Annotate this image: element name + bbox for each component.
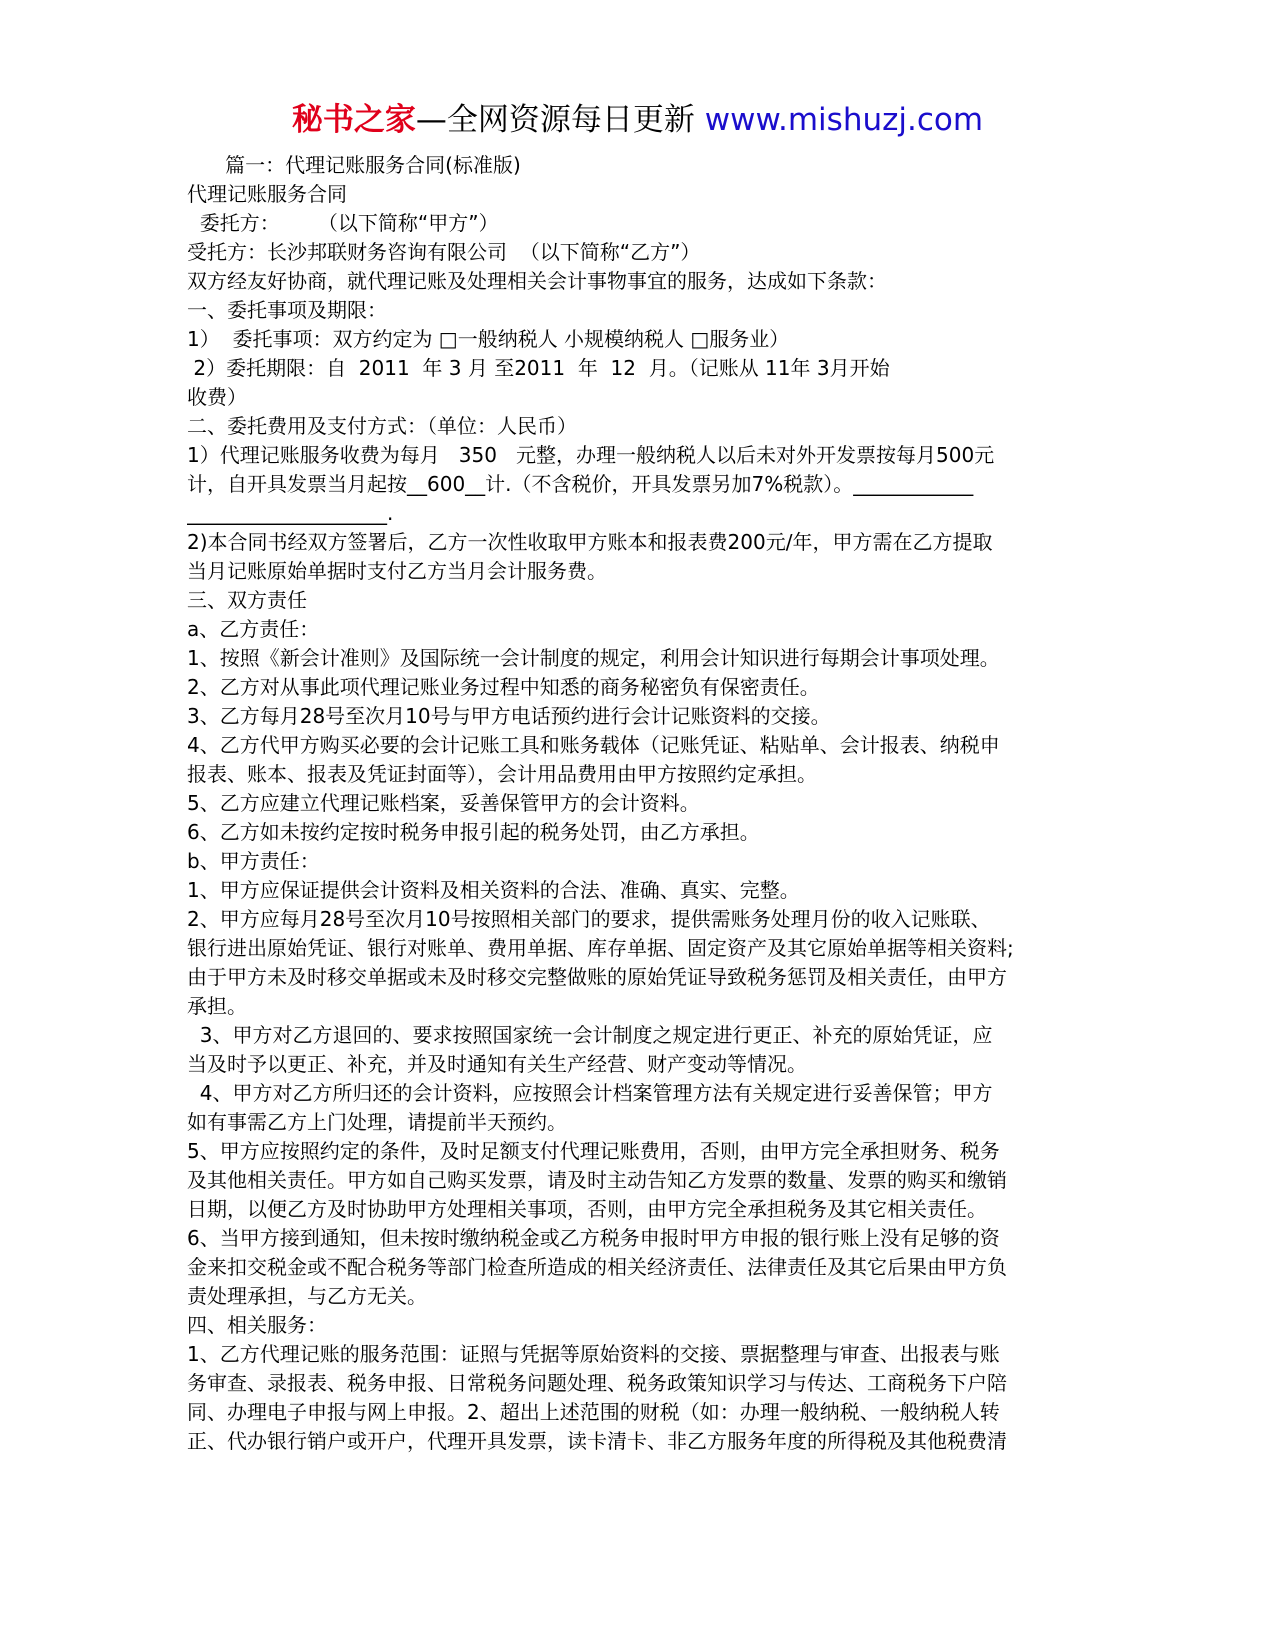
text-line: 3、乙方每月28号至次月10号与甲方电话预约进行会计记账资料的交接。 bbox=[187, 704, 831, 728]
text-line: 责处理承担，与乙方无关。 bbox=[187, 1284, 427, 1308]
text-line: 二、委托费用及支付方式：（单位：人民币） bbox=[187, 414, 577, 438]
text-line: 6、当甲方接到通知，但未按时缴纳税金或乙方税务申报时甲方申报的银行账上没有足够的资 bbox=[187, 1226, 1000, 1250]
text-line: 受托方：长沙邦联财务咨询有限公司 （以下简称“乙方”） bbox=[187, 240, 701, 264]
text-line: 一、委托事项及期限： bbox=[187, 298, 387, 322]
text-line: 四、相关服务： bbox=[187, 1313, 327, 1337]
text-line: 三、双方责任 bbox=[187, 588, 307, 612]
text-line: 2)本合同书经双方签署后，乙方一次性收取甲方账本和报表费200元/年，甲方需在乙方提取 bbox=[187, 530, 993, 554]
text-line: 1） 委托事项：双方约定为 □一般纳税人 小规模纳税人 □服务业） bbox=[187, 327, 790, 351]
text-line: 3、甲方对乙方退回的、要求按照国家统一会计制度之规定进行更正、补充的原始凭证，应 bbox=[187, 1023, 993, 1047]
text-line: 2、甲方应每月28号至次月10号按照相关部门的要求，提供需账务处理月份的收入记账联、 bbox=[187, 907, 991, 931]
text-line: 计，自开具发票当月起按__600__计.（不含税价，开具发票另加7%税款）。____________ bbox=[187, 472, 974, 496]
text-line: 1、按照《新会计准则》及国际统一会计制度的规定，利用会计知识进行每期会计事项处理。 bbox=[187, 646, 1000, 670]
text-line: 5、甲方应按照约定的条件，及时足额支付代理记账费用，否则，由甲方完全承担财务、税务 bbox=[187, 1139, 1000, 1163]
text-line: 如有事需乙方上门处理，请提前半天预约。 bbox=[187, 1110, 567, 1134]
text-line: 由于甲方未及时移交单据或未及时移交完整做账的原始凭证导致税务惩罚及相关责任，由甲方 bbox=[187, 965, 1007, 989]
header-dash: — bbox=[415, 102, 447, 138]
text-line: 篇一：代理记账服务合同(标准版) bbox=[187, 153, 521, 177]
text-line: 1、乙方代理记账的服务范围：证照与凭据等原始资料的交接、票据整理与审查、出报表与账 bbox=[187, 1342, 1000, 1366]
text-line: 5、乙方应建立代理记账档案，妥善保管甲方的会计资料。 bbox=[187, 791, 700, 815]
text-line: 当及时予以更正、补充，并及时通知有关生产经营、财产变动等情况。 bbox=[187, 1052, 807, 1076]
site-header bbox=[0, 100, 1275, 140]
text-line: 双方经友好协商，就代理记账及处理相关会计事物事宜的服务，达成如下条款： bbox=[187, 269, 887, 293]
text-line: b、甲方责任： bbox=[187, 849, 320, 873]
text-line: 及其他相关责任。甲方如自己购买发票，请及时主动告知乙方发票的数量、发票的购买和缴销 bbox=[187, 1168, 1007, 1192]
text-line: 务审查、录报表、税务申报、日常税务问题处理、税务政策知识学习与传达、工商税务下户陪 bbox=[187, 1371, 1007, 1395]
text-line: 报表、账本、报表及凭证封面等），会计用品费用由甲方按照约定承担。 bbox=[187, 762, 817, 786]
text-line: 委托方： （以下简称“甲方”） bbox=[187, 211, 499, 235]
brand-name: 秘书之家 bbox=[291, 102, 416, 138]
text-line: 承担。 bbox=[187, 994, 247, 1018]
text-line: 2、乙方对从事此项代理记账业务过程中知悉的商务秘密负有保密责任。 bbox=[187, 675, 820, 699]
text-line: 银行进出原始凭证、银行对账单、费用单据、库存单据、固定资产及其它原始单据等相关资料; bbox=[187, 936, 1014, 960]
text-line: 当月记账原始单据时支付乙方当月会计服务费。 bbox=[187, 559, 607, 583]
text-line: 6、乙方如未按约定按时税务申报引起的税务处罚，由乙方承担。 bbox=[187, 820, 760, 844]
text-line: 同、办理电子申报与网上申报。2、超出上述范围的财税（如：办理一般纳税、一般纳税人转 bbox=[187, 1400, 1000, 1424]
site-url-link[interactable]: www.mishuzj.com bbox=[704, 102, 984, 138]
text-line: ____________________. bbox=[187, 501, 394, 525]
text-line: 金来扣交税金或不配合税务等部门检查所造成的相关经济责任、法律责任及其它后果由甲方负 bbox=[187, 1255, 1007, 1279]
header-tagline: 全网资源每日更新 bbox=[446, 102, 705, 138]
text-line: 4、甲方对乙方所归还的会计资料，应按照会计档案管理方法有关规定进行妥善保管；甲方 bbox=[187, 1081, 993, 1105]
text-line: 1）代理记账服务收费为每月 350 元整，办理一般纳税人以后未对外开发票按每月500元 bbox=[187, 443, 995, 467]
text-line: 日期，以便乙方及时协助甲方处理相关事项，否则，由甲方完全承担税务及其它相关责任。 bbox=[187, 1197, 987, 1221]
text-line: 1、甲方应保证提供会计资料及相关资料的合法、准确、真实、完整。 bbox=[187, 878, 800, 902]
text-line: a、乙方责任： bbox=[187, 617, 320, 641]
text-line: 代理记账服务合同 bbox=[187, 182, 347, 206]
text-line: 收费） bbox=[187, 385, 247, 409]
text-line: 正、代办银行销户或开户，代理开具发票，读卡清卡、非乙方服务年度的所得税及其他税费清 bbox=[187, 1429, 1007, 1453]
contract-body bbox=[187, 151, 1092, 1456]
text-line: 4、乙方代甲方购买必要的会计记账工具和账务载体（记账凭证、粘贴单、会计报表、纳税申 bbox=[187, 733, 1000, 757]
text-line: 2）委托期限：自 2011 年 3 月 至2011 年 12 月。（记账从 11年 3月开始 bbox=[187, 356, 890, 380]
